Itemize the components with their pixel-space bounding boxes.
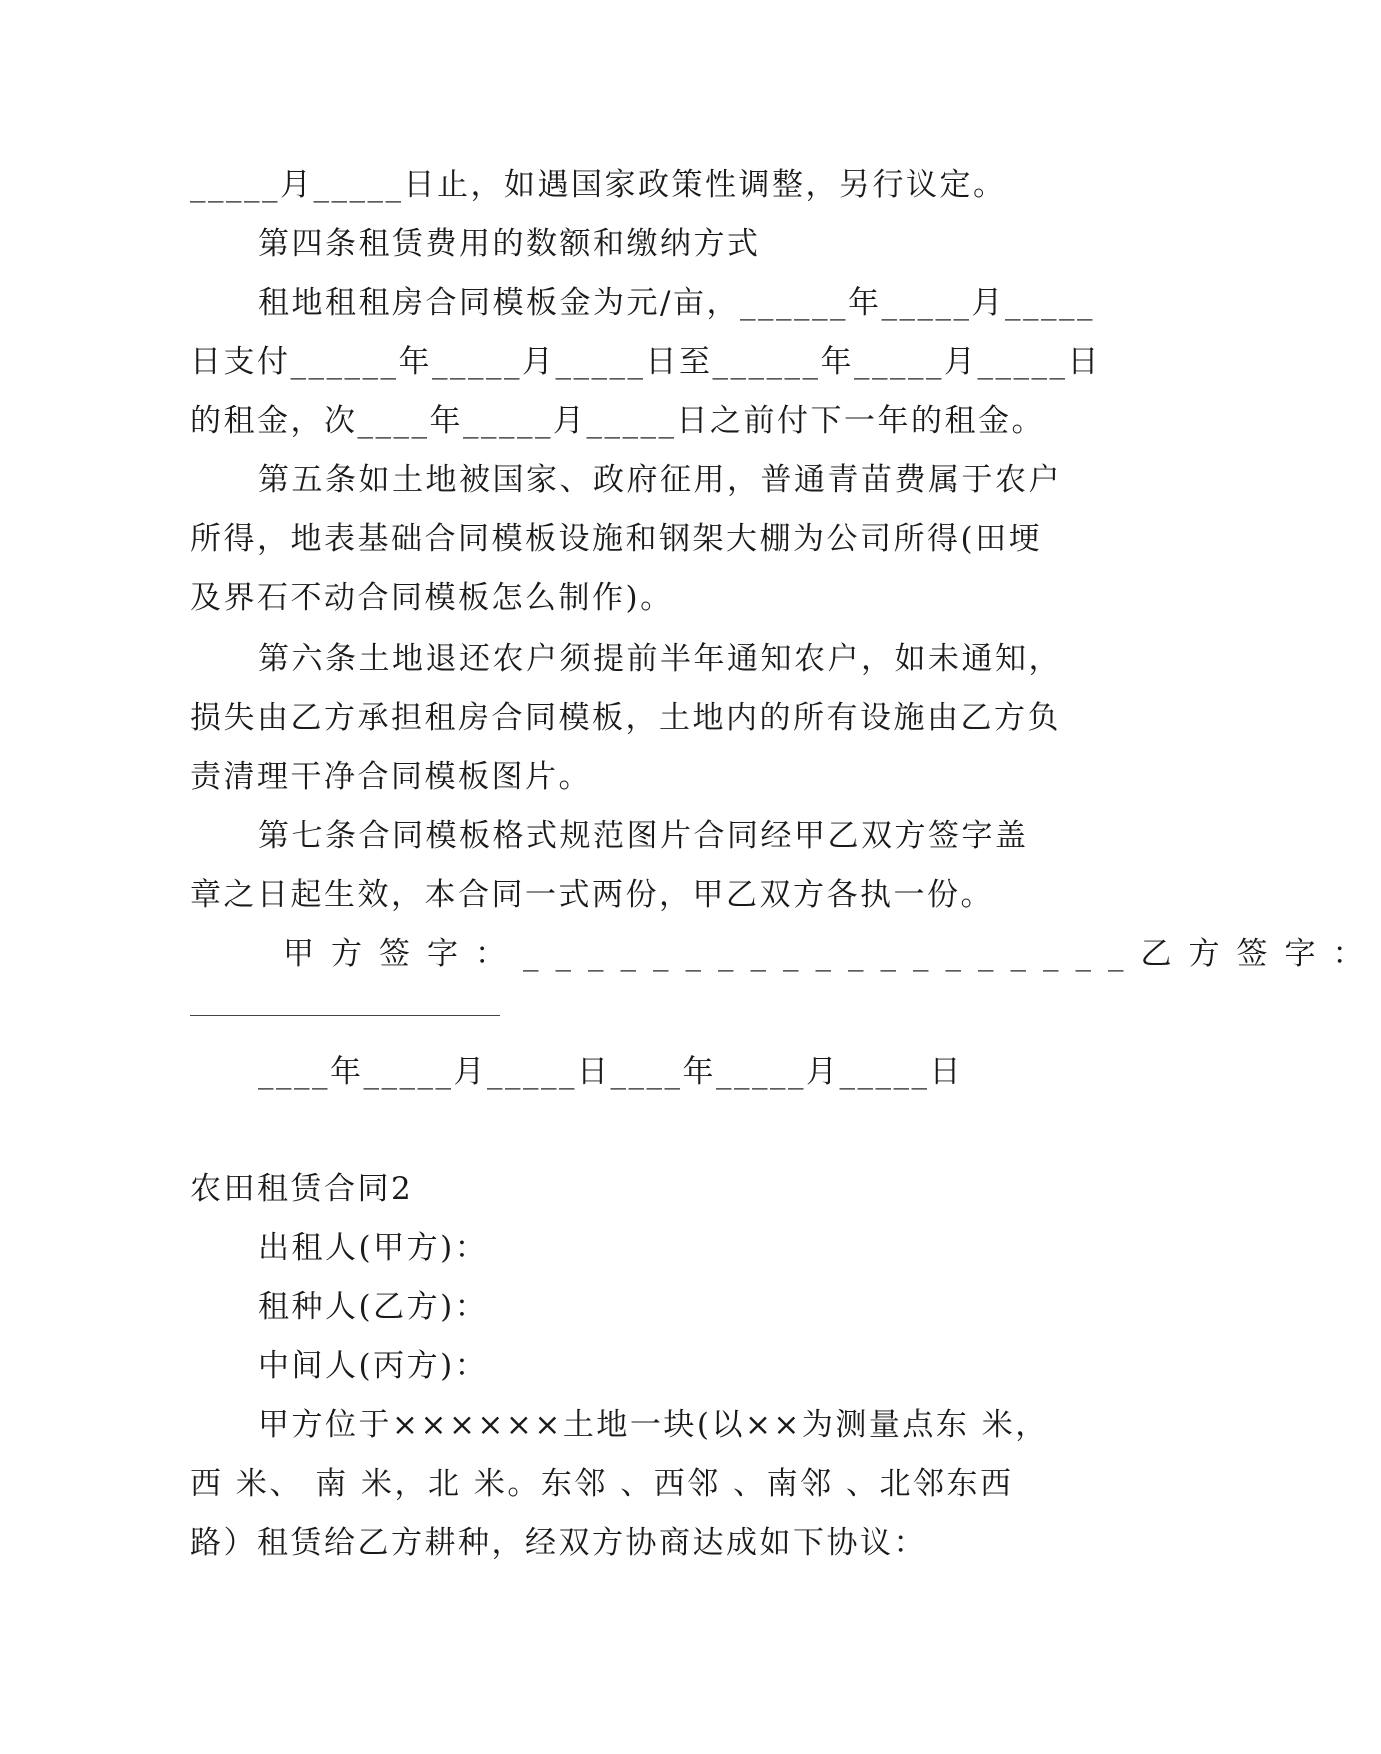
date-line: ____年_____月_____日____年_____月_____日 bbox=[258, 1054, 963, 1090]
text-line: 的租金，次____年_____月_____日之前付下一年的租金。 bbox=[190, 403, 1045, 439]
text-line: 甲方位于××××××土地一块(以××为测量点东 米， bbox=[258, 1407, 1049, 1443]
signature-blank bbox=[190, 1015, 500, 1016]
text-line: 第五条如土地被国家、政府征用，普通青苗费属于农户 bbox=[258, 462, 1062, 498]
text-line: 及界石不动合同模板怎么制作)。 bbox=[190, 580, 674, 616]
text-line: _____月_____日止，如遇国家政策性调整，另行议定。 bbox=[190, 167, 1007, 203]
text-line: 所得，地表基础合同模板设施和钢架大棚为公司所得(田埂 bbox=[190, 521, 1043, 557]
text-line: 西 米、 南 米，北 米。东邻 、西邻 、南邻 、北邻东西 bbox=[190, 1466, 1014, 1502]
contract-title: 农田租赁合同2 bbox=[190, 1171, 414, 1207]
text-line: 租地租租房合同模板金为元/亩，______年_____月_____ bbox=[258, 285, 1095, 321]
text-line: 第七条合同模板格式规范图片合同经甲乙双方签字盖 bbox=[258, 818, 1029, 854]
party-lessor: 出租人(甲方)： bbox=[258, 1230, 489, 1266]
text-line: 路）租赁给乙方耕种，经双方协商达成如下协议： bbox=[190, 1525, 927, 1561]
party-intermediary: 中间人(丙方)： bbox=[258, 1348, 489, 1384]
article-heading: 第四条租赁费用的数额和缴纳方式 bbox=[258, 226, 761, 262]
signature-line: 甲方签字：___________________乙方签字： bbox=[283, 936, 1381, 972]
text-line: 责清理干净合同模板图片。 bbox=[190, 759, 592, 795]
party-lessee: 租种人(乙方)： bbox=[258, 1289, 489, 1325]
text-line: 章之日起生效，本合同一式两份，甲乙双方各执一份。 bbox=[190, 877, 994, 913]
text-line: 损失由乙方承担租房合同模板，土地内的所有设施由乙方负 bbox=[190, 700, 1061, 736]
text-line: 日支付______年_____月_____日至______年_____月_____日 bbox=[190, 344, 1101, 380]
text-line: 第六条土地退还农户须提前半年通知农户，如未通知， bbox=[258, 641, 1062, 677]
